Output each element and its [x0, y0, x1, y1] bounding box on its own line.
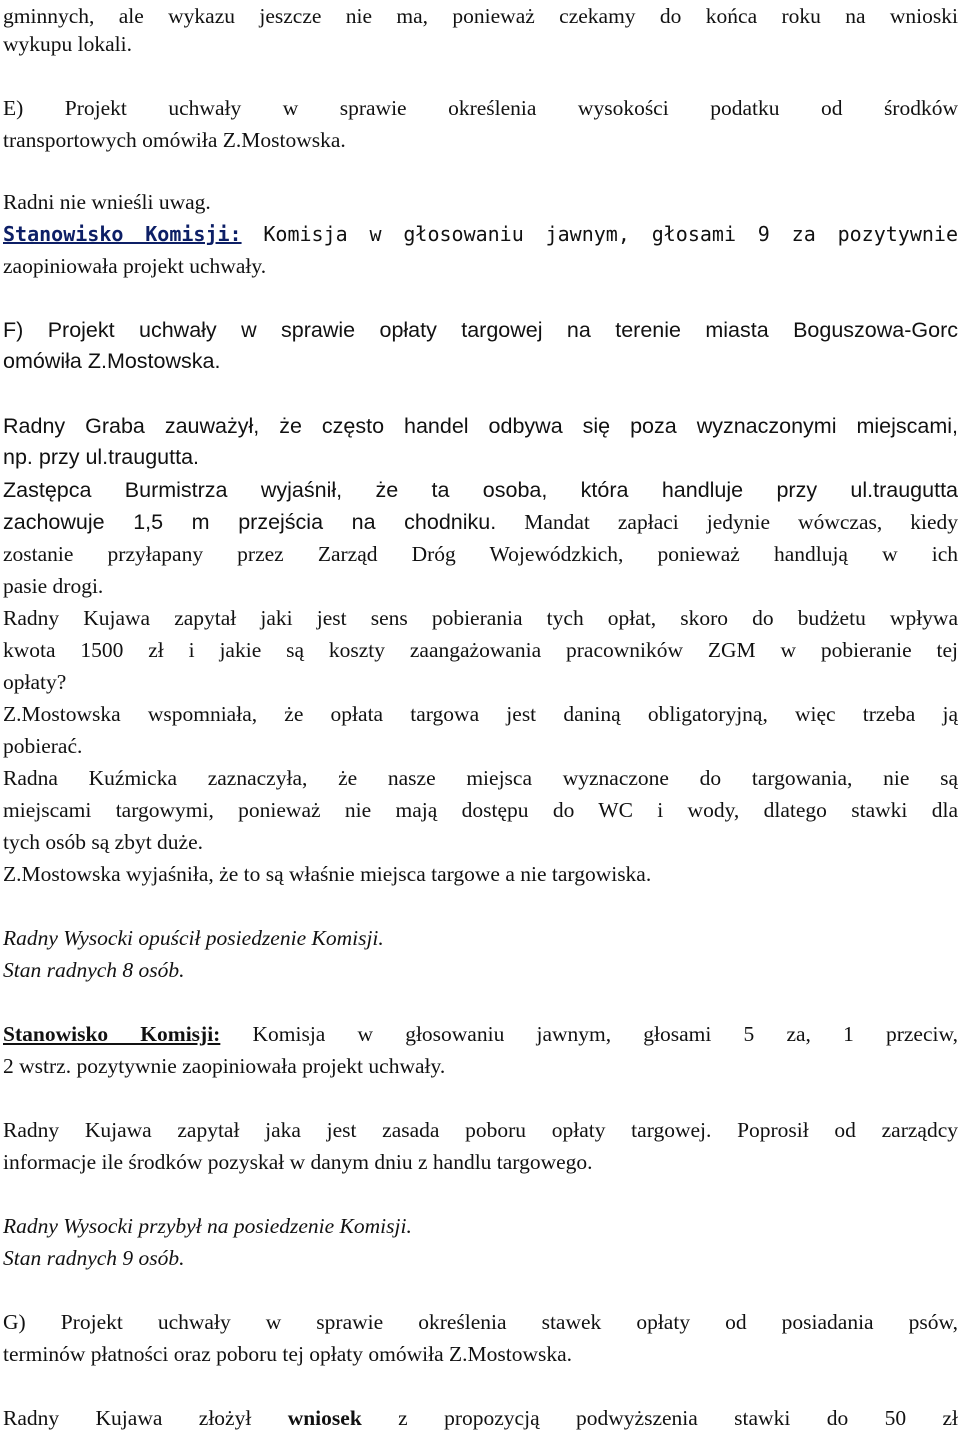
- paragraph-line: pobierać.: [3, 734, 83, 758]
- paragraph-line: Z.Mostowska wspomniała, że opłata targowa jest daniną obligatoryjną, więc trzeba ją: [3, 702, 958, 726]
- paragraph-line: Radna Kuźmicka zaznaczyła, że nasze miejsca wyznaczone do targowania, nie są: [3, 766, 958, 790]
- attendance-count: Stan radnych 8 osób.: [3, 958, 185, 982]
- committee-position-label: Stanowisko Komisji:: [3, 1022, 221, 1046]
- paragraph-line: Radny Graba zauważył, że często handel odbywa się poza wyznaczonymi miejscami,: [3, 414, 958, 438]
- paragraph-line: zaopiniowała projekt uchwały.: [3, 254, 267, 278]
- committee-position-text: Komisja w głosowaniu jawnym, głosami 9 za pozytywnie: [241, 222, 958, 246]
- motion-keyword: wniosek: [287, 1406, 362, 1430]
- paragraph-line: zostanie przyłapany przez Zarząd Dróg Wojewódzkich, ponieważ handlują w ich: [3, 542, 958, 566]
- paragraph-line: Radni nie wnieśli uwag.: [3, 190, 211, 214]
- paragraph-line: Z.Mostowska wyjaśniła, że to są właśnie miejsca targowe a nie targowiska.: [3, 862, 652, 886]
- paragraph-line: np. przy ul.traugutta.: [3, 445, 199, 469]
- paragraph-line: [3, 506, 958, 538]
- section-f-heading: F) Projekt uchwały w sprawie opłaty targowej na terenie miasta Boguszowa-Gorc: [3, 318, 958, 342]
- attendance-note: Radny Wysocki przybył na posiedzenie Komisji.: [3, 1214, 412, 1238]
- paragraph-line: Radny Kujawa zapytał jaka jest zasada poboru opłaty targowej. Poprosił od zarządcy: [3, 1118, 958, 1142]
- committee-position-label: Stanowisko Komisji:: [3, 222, 242, 246]
- paragraph-line: miejscami targowymi, ponieważ nie mają dostępu do WC i wody, dlatego stawki dla: [3, 798, 958, 822]
- paragraph-line: kwota 1500 zł i jakie są koszty zaangażowania pracowników ZGM w pobieranie tej: [3, 638, 958, 662]
- committee-position-line: [3, 1018, 958, 1050]
- paragraph-line: 2 wstrz. pozytywnie zaopiniowała projekt uchwały.: [3, 1054, 446, 1078]
- committee-position-line: [3, 218, 958, 250]
- paragraph-line: opłaty?: [3, 670, 67, 694]
- paragraph-line: pasie drogi.: [3, 574, 104, 598]
- paragraph-line: Zastępca Burmistrza wyjaśnił, że ta osoba, która handluje przy ul.traugutta: [3, 478, 958, 502]
- paragraph-line: gminnych, ale wykazu jeszcze nie ma, ponieważ czekamy do końca roku na wnioski: [3, 4, 958, 28]
- line-part: Radny Kujawa złożył: [3, 1406, 288, 1430]
- line-part: z propozycją podwyższenia stawki do 50 zł: [361, 1406, 958, 1430]
- attendance-note: Radny Wysocki opuścił posiedzenie Komisji.: [3, 926, 384, 950]
- paragraph-line: informacje ile środków pozyskał w danym dniu z handlu targowego.: [3, 1150, 593, 1174]
- section-e-heading: E) Projekt uchwały w sprawie określenia wysokości podatku od środków: [3, 96, 958, 120]
- paragraph-line: Radny Kujawa zapytał jaki jest sens pobierania tych opłat, skoro do budżetu wpływa: [3, 606, 958, 630]
- line-part: Mandat zapłaci jedynie wówczas, kiedy: [496, 510, 958, 534]
- paragraph-line: tych osób są zbyt duże.: [3, 830, 204, 854]
- section-g-heading: G) Projekt uchwały w sprawie określenia stawek opłaty od posiadania psów,: [3, 1310, 958, 1334]
- attendance-count: Stan radnych 9 osób.: [3, 1246, 185, 1270]
- committee-position-text: Komisja w głosowaniu jawnym, głosami 5 za, 1 przeciw,: [220, 1022, 958, 1046]
- paragraph-line: terminów płatności oraz poboru tej opłaty omówiła Z.Mostowska.: [3, 1342, 573, 1366]
- line-part: zachowuje 1,5 m przejścia na chodniku.: [3, 510, 497, 534]
- paragraph-line: omówiła Z.Mostowska.: [3, 349, 221, 373]
- paragraph-line: [3, 1402, 958, 1434]
- paragraph-line: wykupu lokali.: [3, 32, 132, 56]
- paragraph-line: transportowych omówiła Z.Mostowska.: [3, 128, 346, 152]
